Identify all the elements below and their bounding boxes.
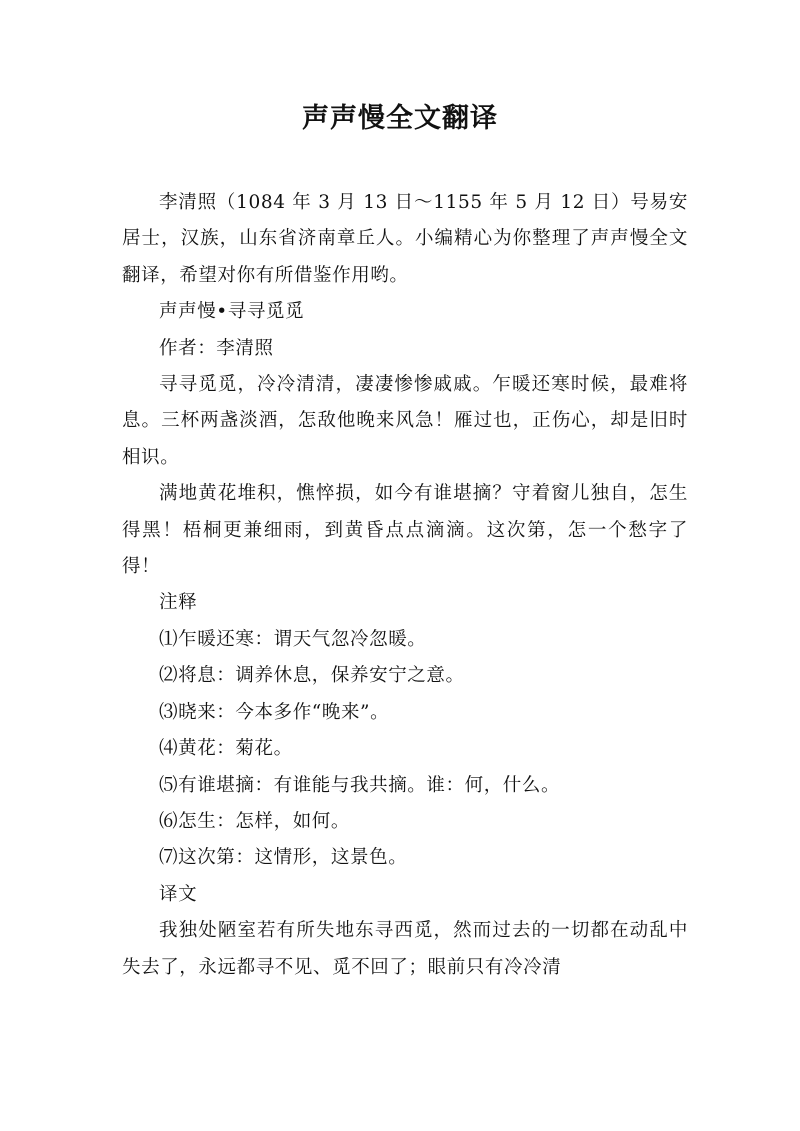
document-body bbox=[122, 185, 688, 986]
poem-stanza-1: 寻寻觅觅，冷冷清清，凄凄惨惨戚戚。乍暖还寒时候，最难将息。三杯两盏淡酒，怎敌他晚来风急！雁过也，正伤心，却是旧时相识。 bbox=[122, 374, 688, 468]
note-item-3: ⑶晓来：今本多作“晚来”。 bbox=[159, 701, 390, 723]
intro-paragraph: 李清照（1084 年 3 月 13 日～1155 年 5 月 12 日）号易安居士，汉族，山东省济南章丘人。小编精心为你整理了声声慢全文翻译，希望对你有所借鉴作用哟。 bbox=[122, 192, 688, 286]
document-title: 声声慢全文翻译 bbox=[302, 103, 498, 134]
translation-heading: 译文 bbox=[159, 883, 198, 905]
note-item-5: ⑸有谁堪摘：有谁能与我共摘。谁：何，什么。 bbox=[159, 774, 561, 796]
notes-heading: 注释 bbox=[159, 592, 198, 614]
note-item-4: ⑷黄花：菊花。 bbox=[159, 738, 293, 760]
note-item-1: ⑴乍暖还寒：谓天气忽冷忽暖。 bbox=[159, 628, 427, 650]
poem-title: 声声慢•寻寻觅觅 bbox=[159, 301, 305, 323]
translation-paragraph: 我独处陋室若有所失地东寻西觅，然而过去的一切都在动乱中失去了，永远都寻不见、觅不回了；眼前只有冷冷清 bbox=[122, 920, 688, 978]
note-item-2: ⑵将息：调养休息，保养安宁之意。 bbox=[159, 665, 465, 687]
note-item-6: ⑹怎生：怎样，如何。 bbox=[159, 810, 351, 832]
poem-stanza-2: 满地黄花堆积，憔悴损，如今有谁堪摘？守着窗儿独自，怎生得黑！梧桐更兼细雨，到黄昏点点滴滴。这次第，怎一个愁字了得！ bbox=[122, 483, 688, 578]
note-item-7: ⑺这次第：这情形，这景色。 bbox=[159, 847, 408, 869]
poem-author: 作者：李清照 bbox=[159, 337, 274, 359]
